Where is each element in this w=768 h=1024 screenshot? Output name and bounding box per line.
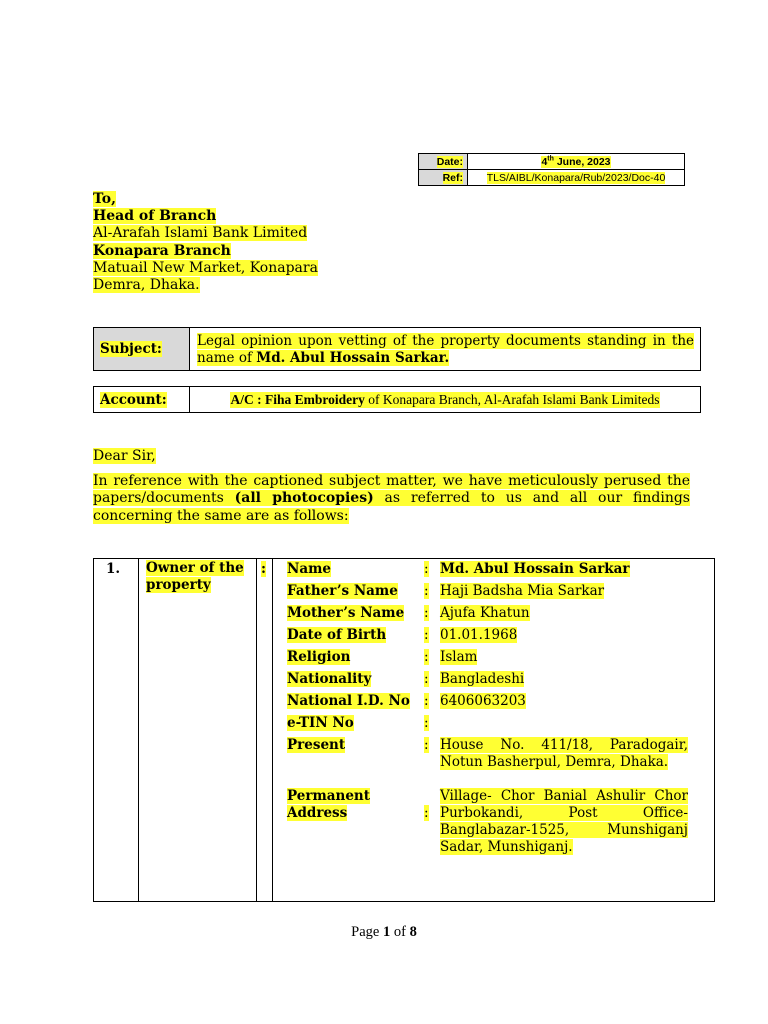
subject-label: Subject: [94, 328, 190, 370]
page-number: Page 1 of 8 [351, 924, 417, 940]
account-box [93, 386, 701, 413]
ref-value: TLS/AIBL/Konapara/Rub/2023/Doc-40 [468, 170, 685, 186]
ref-row [419, 170, 685, 186]
subject-box [93, 327, 701, 371]
branch-name: Konapara Branch [93, 242, 231, 259]
date-label: Date: [419, 154, 468, 170]
item-number: 1. [106, 561, 121, 577]
column-divider [138, 559, 139, 901]
recipient-title: Head of Branch [93, 208, 217, 225]
account-text: A/C : Fiha Embroidery of Konapara Branch, Al-Arafah Islami Bank Limiteds [230, 391, 660, 407]
recipient-address [93, 191, 318, 294]
date-row [419, 154, 685, 170]
owner-heading: Owner of the property [146, 560, 244, 593]
bank-name: Al-Arafah Islami Bank Limited [93, 225, 308, 242]
owner-details-table: 1. Owner of the property : Name : Md. Abul Hossain Sarkar Father’s Name : Haji Badsha Mia Sarkar Mother’s Name : Ajufa Khatun Date of Birth : 01.01.1968 Religion : Islam Nationality : Bangladeshi National I.D. No : 6406063203 e-TIN No : Present : House No. 411/18, Paradogair, Notun Basherpul, Demra, Dhaka. Permanent Address : Village- Chor Banial Ashulir Chor Purbokandi, Post Office- Banglabazar-1525, Munshiganj Sadar, Munshiganj. [93, 558, 715, 902]
street-address: Matuail New Market, Konapara [93, 259, 318, 276]
subject-text: Legal opinion upon vetting of the property documents standing in the name of Md. Abul Hossain Sarkar. [197, 333, 694, 366]
present-address-value: House No. 411/18, Paradogair, Notun Basherpul, Demra, Dhaka. [440, 737, 688, 770]
date-ref-table [418, 153, 685, 186]
permanent-address-label: Permanent Address [287, 788, 370, 821]
city-address: Demra, Dhaka. [93, 277, 200, 294]
date-value: 4th June, 2023 [468, 154, 685, 170]
account-label: Account: [94, 387, 190, 412]
intro-paragraph: In reference with the captioned subject matter, we have meticulously perused the papers/documents (all photocopies) as referred to us and all our findings concerning the same are as follows: [93, 473, 690, 524]
column-divider [256, 559, 257, 901]
column-divider [272, 559, 273, 901]
salutation: Dear Sir, [93, 448, 156, 464]
ref-label: Ref: [419, 170, 468, 186]
to-line: To, [93, 191, 117, 207]
owner-colon: : [261, 561, 266, 577]
permanent-address-value: Village- Chor Banial Ashulir Chor Purbokandi, Post Office- Banglabazar-1525, Munshiganj Sadar, Munshiganj. [440, 788, 688, 855]
